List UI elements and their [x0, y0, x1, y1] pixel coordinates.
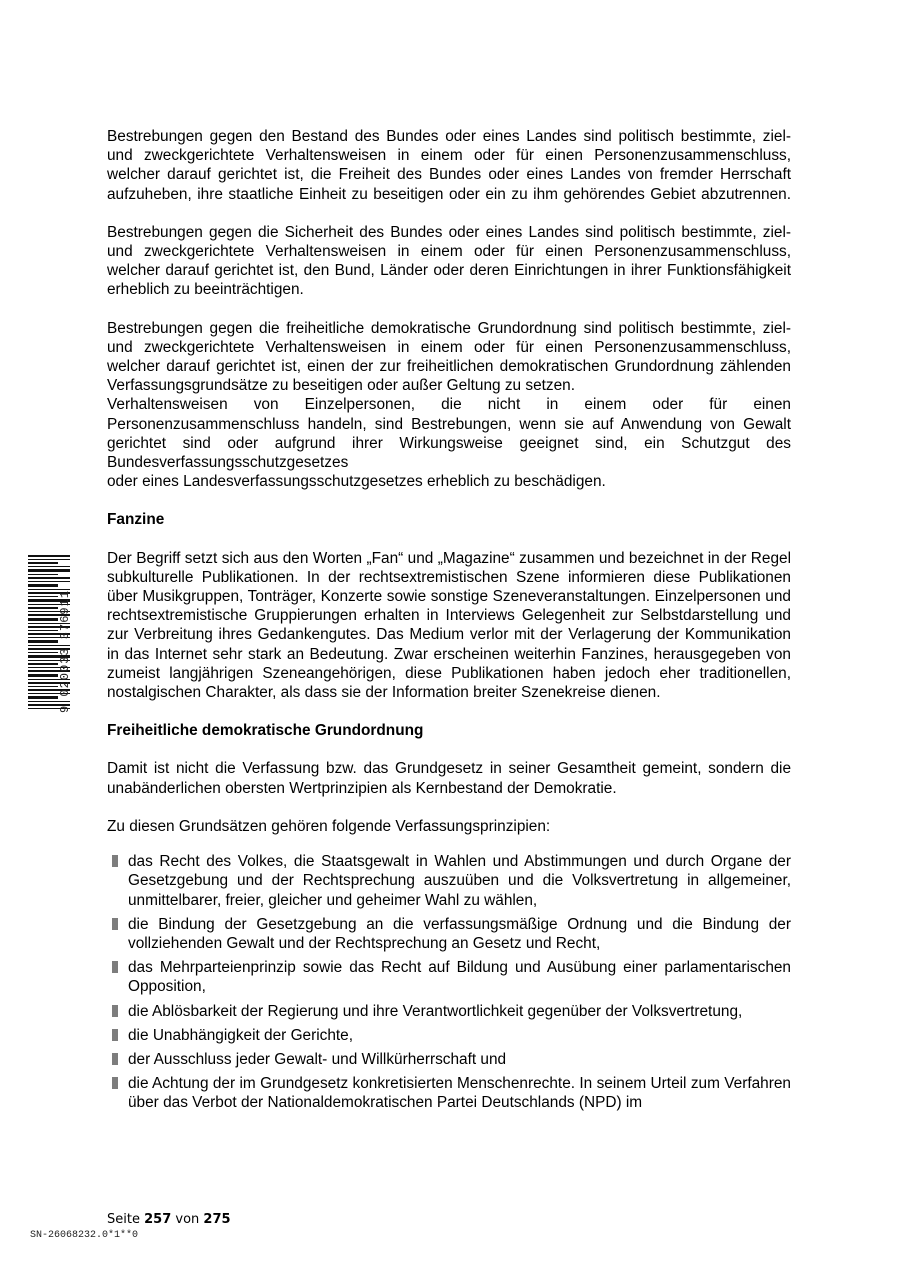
paragraph-einzelpersonen: Verhaltensweisen von Einzelpersonen, die nicht in einem oder für einen Personenzusammenschluss handeln, sind Bestrebungen, wenn sie auf Anwendung von Gewalt gerichtet sind oder aufgrund ihrer Wirkungsweise geeignet sind, ein Schutzgut des Bundesverfassungsschutzgesetzes	[107, 396, 791, 472]
document-id: SN-26068232.0*1**0	[30, 1230, 139, 1241]
footer-page-current: 257	[144, 1212, 172, 1227]
paragraph-bestand: Bestrebungen gegen den Bestand des Bundes oder eines Landes sind politisch bestimmte, ziel- und zweckgerichtete Verhaltensweisen in einem oder für einen Personenzusammenschluss, welcher darauf gerichtet ist, die Freiheit des Bundes oder eines Landes von fremder Herrschaft aufzuheben, ihre staatliche Einheit zu beseitigen oder ein zu ihm gehörendes Gebiet abzutrennen.	[107, 128, 791, 203]
bullet-icon	[112, 855, 118, 867]
bullet-icon	[112, 1005, 118, 1017]
paragraph-sicherheit: Bestrebungen gegen die Sicherheit des Bundes oder eines Landes sind politisch bestimmte, ziel- und zweckgerichtete Verhaltensweisen in einem oder für einen Personenzusammenschluss, welcher darauf gerichtet ist, den Bund, Länder oder deren Einrichtungen in ihrer Funktionsfähigkeit erheblich zu beeinträchtigen.	[107, 223, 791, 299]
footer-von-label: von	[175, 1212, 200, 1227]
list-item: die Bindung der Gesetzgebung an die verfassungsmäßige Ordnung und die Bindung der vollziehenden Gewalt und der Rechtsprechung an Gesetz und Recht,	[107, 915, 791, 953]
paragraph-list-intro: Zu diesen Grundsätzen gehören folgende Verfassungsprinzipien:	[107, 817, 551, 835]
list-item: die Unabhängigkeit der Gerichte,	[107, 1026, 791, 1045]
paragraph-fanzine: Der Begriff setzt sich aus den Worten „Fan“ und „Magazine“ zusammen und bezeichnet in der Regel subkulturelle Publikationen. In der rechtsextremistischen Szene informieren diese Publikationen über Musikgruppen, Tonträger, Konzerte sowie sonstige Szeneveranstaltungen. Einzelpersonen und rechtsextremistische Gruppierungen erhalten in Interviews Gelegenheit zur Selbstdarstellung und zur Verbreitung ihres Gedankengutes. Das Medium verlor mit der Verlagerung der Kommunikation in das Internet sehr stark an Bedeutung. Zwar erscheinen weiterhin Fanzines, herausgegeben von zumeist langjährigen Szeneangehörigen, diese Publikationen haben jedoch eher traditionellen, nostalgischen Charakter, als dass sie der Information breiter Szenekreise dienen.	[107, 549, 791, 702]
principles-list	[107, 852, 791, 1112]
bullet-icon	[112, 1077, 118, 1089]
list-item: der Ausschluss jeder Gewalt- und Willkürherrschaft und	[107, 1050, 791, 1069]
page-footer	[107, 1212, 231, 1227]
bullet-icon	[112, 961, 118, 973]
footer-page-total: 275	[203, 1212, 231, 1227]
list-item: das Recht des Volkes, die Staatsgewalt in Wahlen und Abstimmungen und durch Organe der Gesetzgebung und der Rechtsprechung auszuüben und die Volksvertretung in allgemeiner, unmittelbarer, freier, gleicher und geheimer Wahl zu wählen,	[107, 852, 791, 910]
paragraph-grundordnung-intro: Damit ist nicht die Verfassung bzw. das Grundgesetz in seiner Gesamtheit gemeint, sondern die unabänderlichen obersten Wertprinzipien als Kernbestand der Demokratie.	[107, 760, 791, 797]
list-item: die Achtung der im Grundgesetz konkretisierten Menschenrechte. In seinem Urteil zum Verfahren über das Verbot der Nationaldemokratischen Partei Deutschlands (NPD) im	[107, 1074, 791, 1112]
footer-seite-label: Seite	[107, 1212, 140, 1227]
barcode-digits: 9 020033 376911	[58, 589, 72, 713]
paragraph-fdgo: Bestrebungen gegen die freiheitliche demokratische Grundordnung sind politisch bestimmte, ziel- und zweckgerichtete Verhaltensweisen in einem oder für einen Personenzusammenschluss, welcher darauf gerichtet ist, einen der zur freiheitlichen demokratischen Grundordnung zählenden Verfassungsgrundsätze zu beseitigen oder außer Geltung zu setzen.	[107, 319, 791, 395]
page-content	[107, 127, 791, 1113]
bullet-icon	[112, 1029, 118, 1041]
heading-fanzine: Fanzine	[107, 511, 165, 529]
paragraph-einzelpersonen-cont: oder eines Landesverfassungsschutzgesetzes erheblich zu beschädigen.	[107, 473, 606, 491]
list-item: das Mehrparteienprinzip sowie das Recht auf Bildung und Ausübung einer parlamentarischen Opposition,	[107, 958, 791, 996]
list-item: die Ablösbarkeit der Regierung und ihre Verantwortlichkeit gegenüber der Volksvertretung,	[107, 1002, 791, 1021]
bullet-icon	[112, 1053, 118, 1065]
bullet-icon	[112, 918, 118, 930]
heading-grundordnung: Freiheitliche demokratische Grundordnung	[107, 722, 424, 740]
